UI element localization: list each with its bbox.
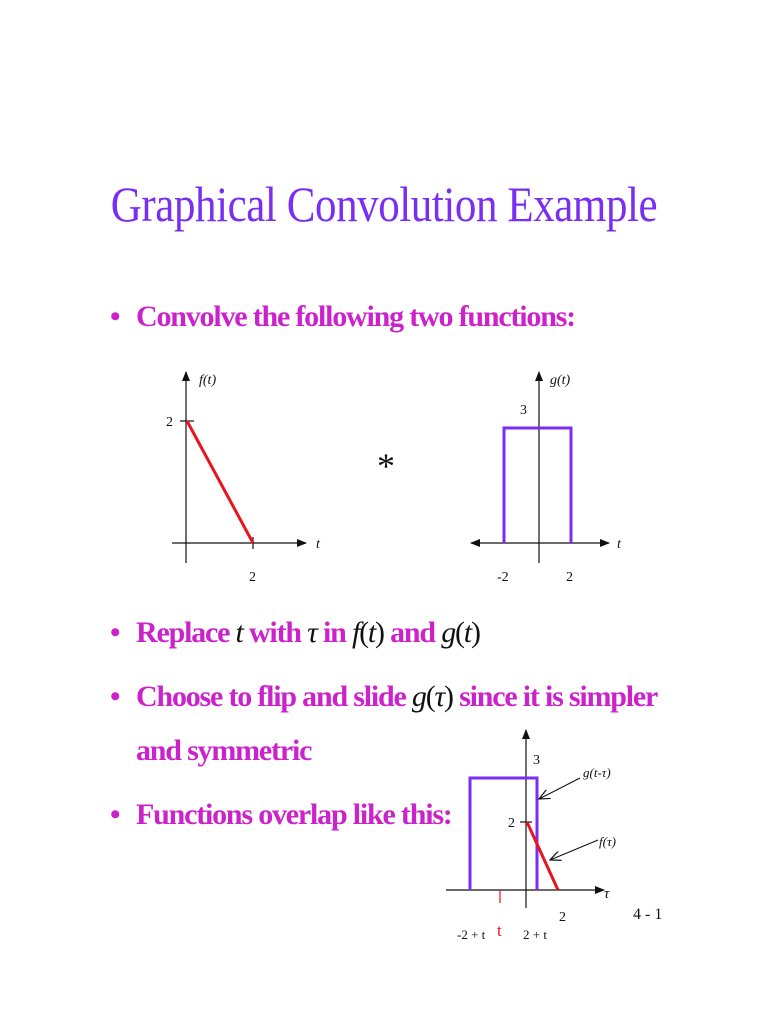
bullet-text: in bbox=[316, 616, 352, 649]
f-ytick-label: 2 bbox=[166, 415, 173, 430]
page-title: Graphical Convolution Example bbox=[110, 176, 658, 232]
math-paren: ) bbox=[444, 680, 453, 713]
g-ylabel: g(t) bbox=[550, 373, 571, 388]
math-paren: ( bbox=[425, 680, 435, 713]
overlap-g-rect bbox=[470, 778, 537, 890]
math-tau: τ bbox=[307, 616, 317, 649]
math-paren: ) bbox=[375, 616, 384, 649]
bullet-dot: • bbox=[110, 680, 120, 713]
overlap-f-line bbox=[527, 822, 558, 890]
g-xtick-right: 2 bbox=[566, 570, 573, 585]
plot-f bbox=[166, 372, 321, 585]
g-xlabel: t bbox=[617, 537, 621, 552]
f-line bbox=[187, 421, 253, 543]
bullet-text: Functions overlap like this: bbox=[136, 798, 452, 831]
g-xtick-left: -2 bbox=[497, 570, 509, 585]
label-g-arrow bbox=[539, 778, 580, 799]
math-paren: ) bbox=[470, 616, 480, 649]
math-t: t bbox=[235, 616, 243, 649]
g-rect bbox=[504, 428, 571, 543]
plot-overlap bbox=[446, 730, 616, 942]
f-xlabel: t bbox=[316, 537, 320, 552]
bullet-dot: • bbox=[110, 798, 120, 831]
label-f-arrow bbox=[550, 840, 598, 860]
bullet-flip-line2: and symmetric bbox=[136, 734, 312, 767]
f-ylabel: f(t) bbox=[199, 373, 217, 388]
bullet-text: Replace bbox=[136, 616, 236, 649]
label-g-tau: g(t-τ) bbox=[583, 765, 611, 780]
bullet-text: Convolve the following two functions: bbox=[136, 300, 575, 333]
bullet-text: since it is simpler bbox=[452, 680, 658, 713]
label-f-tau: f(τ) bbox=[599, 834, 616, 849]
f-xtick-label: 2 bbox=[249, 570, 256, 585]
overlap-xtick-right: 2 + t bbox=[523, 927, 547, 942]
math-f: f bbox=[351, 616, 360, 649]
math-t: t bbox=[367, 616, 376, 649]
convolution-operator: * bbox=[377, 446, 395, 486]
overlap-xtick-two: 2 bbox=[559, 910, 566, 925]
overlap-ytick-mid: 2 bbox=[508, 816, 515, 831]
overlap-ytick-top: 3 bbox=[533, 753, 540, 768]
math-tau: τ bbox=[434, 680, 445, 713]
overlap-xtick-left: -2 + t bbox=[457, 927, 486, 942]
bullet-dot: • bbox=[110, 616, 120, 649]
overlap-xtick-t: t bbox=[497, 921, 502, 940]
bullet-text: and bbox=[383, 616, 442, 649]
plot-g bbox=[471, 372, 622, 585]
page-number: 4 - 1 bbox=[633, 906, 663, 923]
bullet-dot: • bbox=[110, 300, 120, 333]
overlap-xlabel: τ bbox=[604, 886, 610, 902]
bullet-text: with bbox=[242, 616, 308, 649]
g-ytick-label: 3 bbox=[520, 403, 527, 418]
math-g: g bbox=[411, 680, 426, 713]
math-g: g bbox=[441, 616, 455, 649]
bullet-text: Choose to flip and slide bbox=[136, 680, 412, 713]
math-paren: ( bbox=[359, 616, 368, 649]
math-t: t bbox=[463, 616, 471, 649]
math-paren: ( bbox=[455, 616, 464, 649]
